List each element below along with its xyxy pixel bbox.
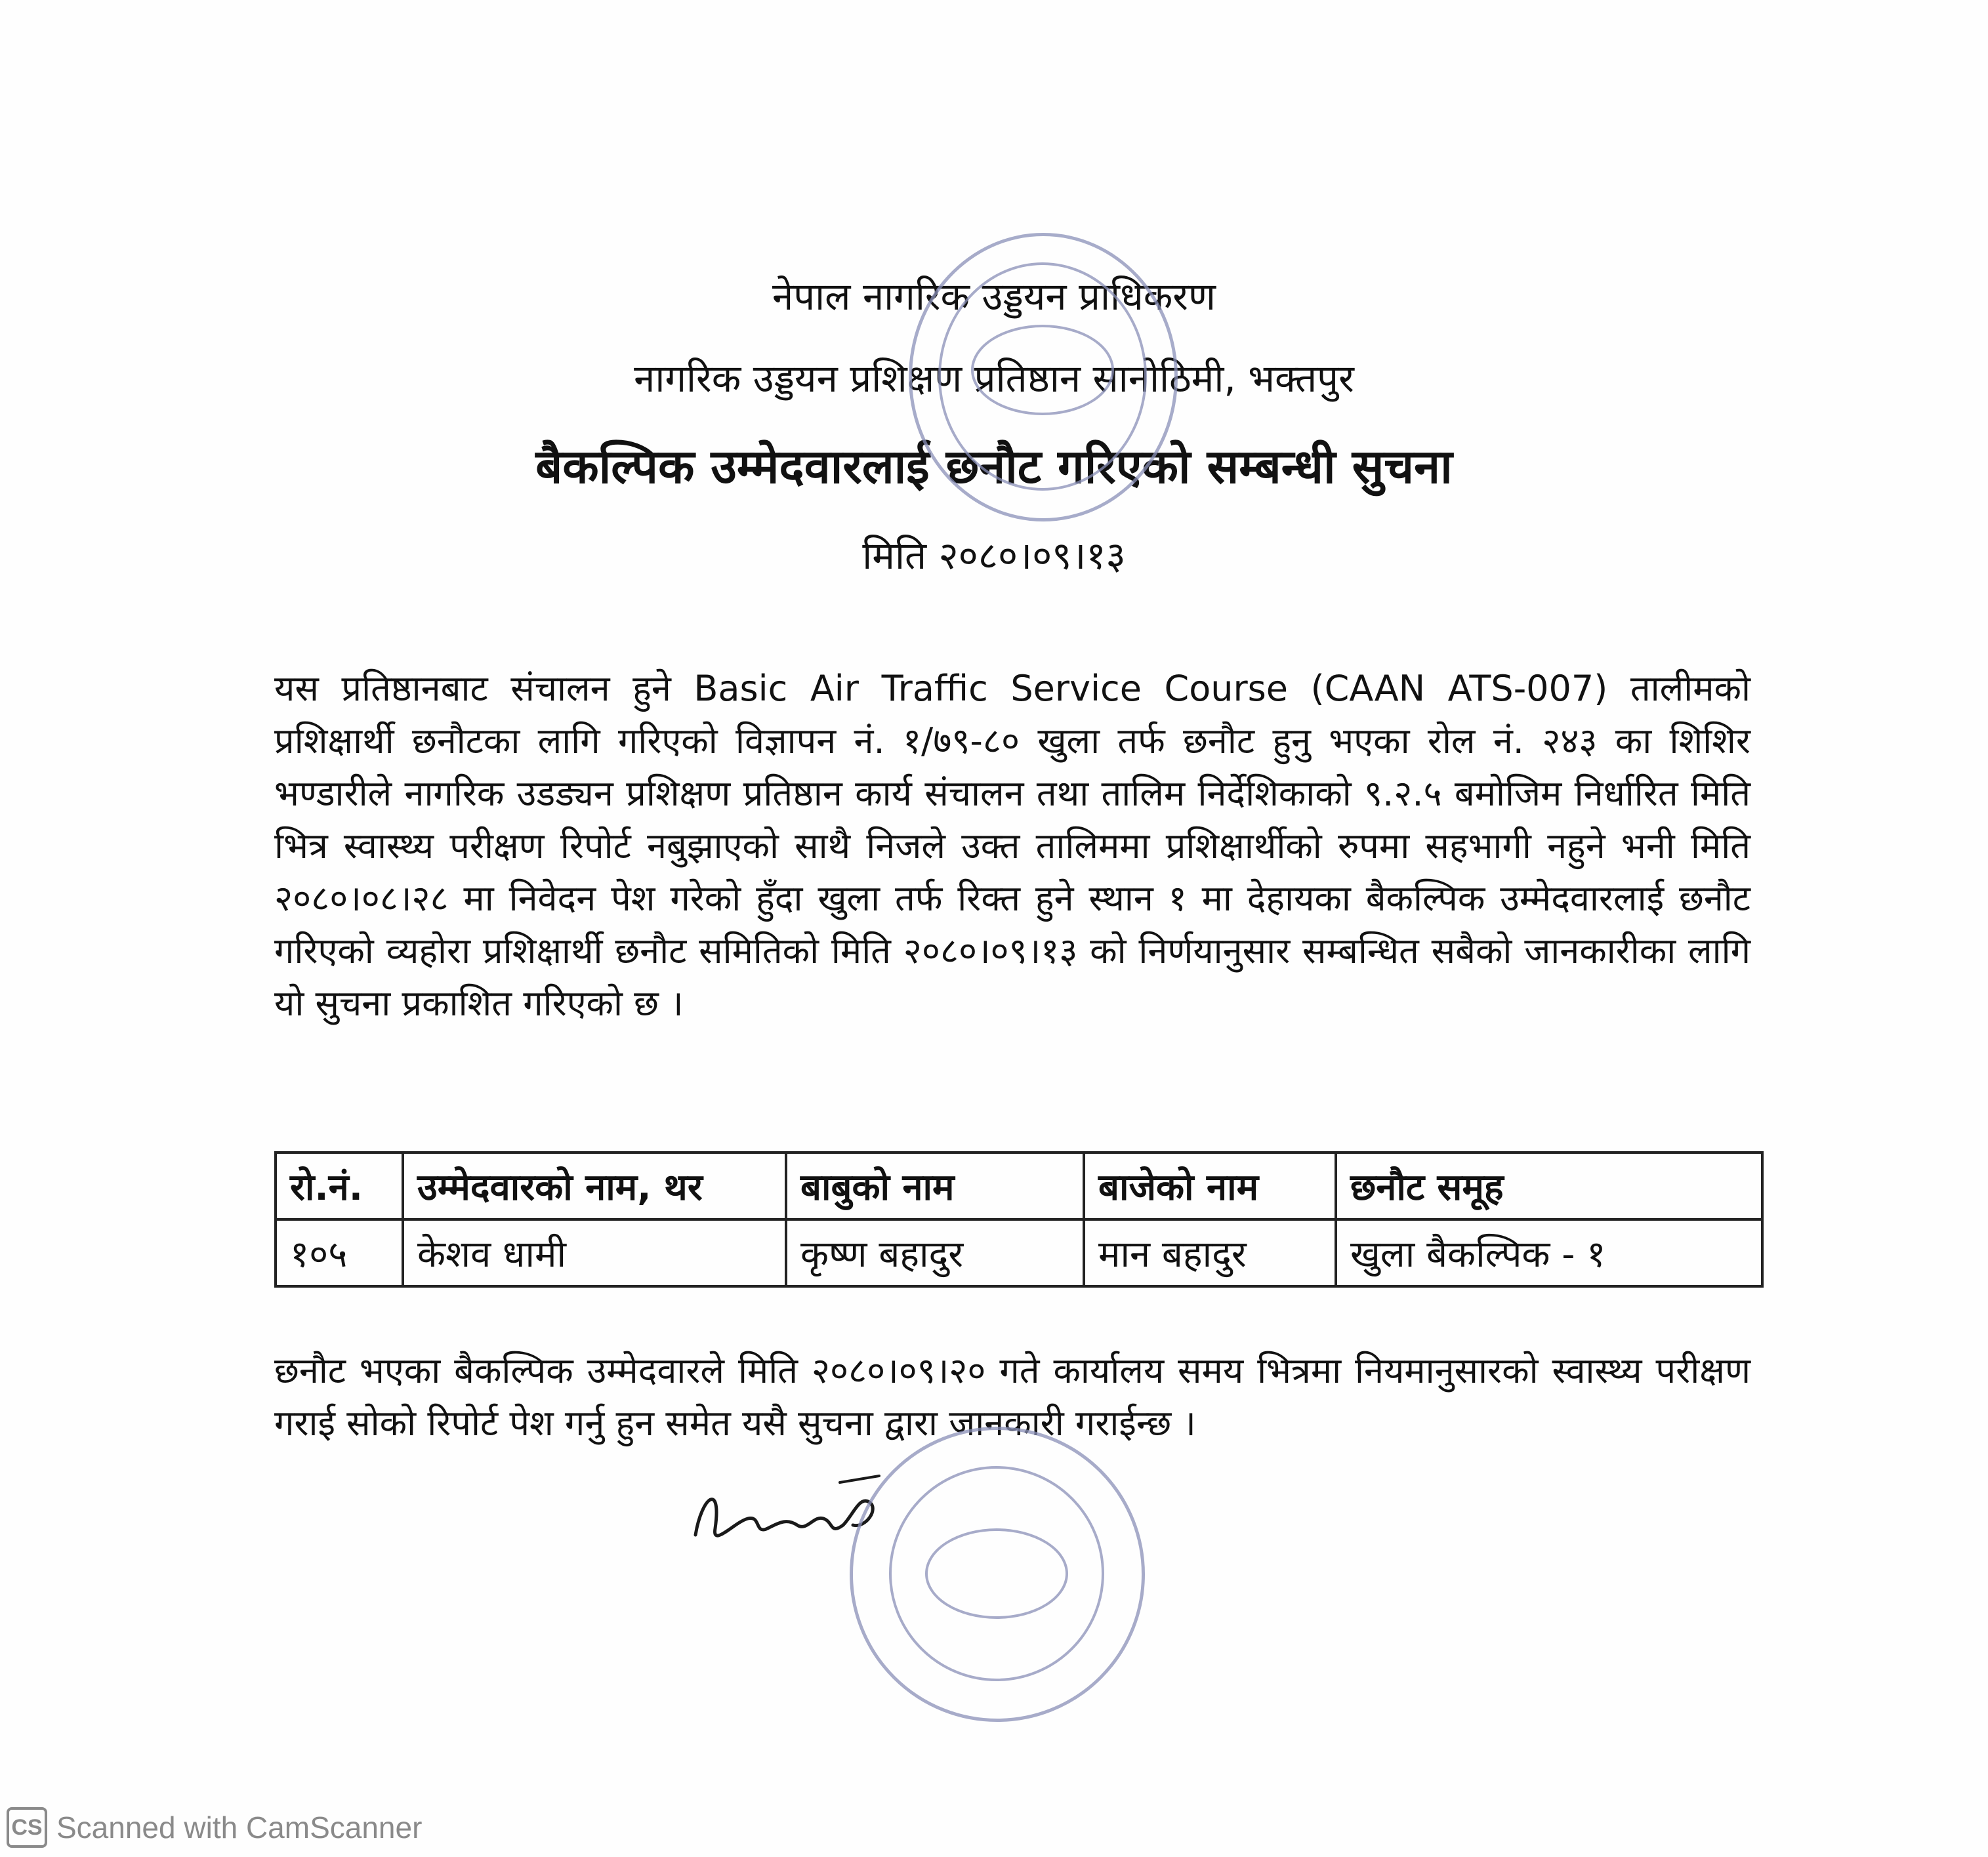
institute-seal-top <box>909 233 1178 521</box>
selected-candidates-table <box>274 1151 1764 1288</box>
header-grandfather-name: बाजेको नाम <box>1084 1153 1336 1219</box>
institute-seal-bottom <box>850 1427 1145 1722</box>
header-father-name: बाबुको नाम <box>786 1153 1084 1219</box>
org-name: नेपाल नागरिक उड्डयन प्राधिकरण <box>772 274 1216 319</box>
notice-paragraph-1: यस प्रतिष्ठानबाट संचालन हुने Basic Air Traffic Service Course (CAAN ATS-007) तालीमको प्रशिक्षार्थी छनौटका लागि गरिएको विज्ञापन नं. १/७९-८० खुला तर्फ छनौट हुनु भएका रोल नं. २४३ का शिशिर भण्डारीले नागरिक उडड्यन प्रशिक्षण प्रतिष्ठान कार्य संचालन तथा तालिम निर्देशिकाको ९.२.५ बमोजिम निर्धारित मिति भित्र स्वास्थ्य परीक्षण रिपोर्ट नबुझाएको साथै निजले उक्त तालिममा प्रशिक्षार्थीको रुपमा सहभागी नहुने भनी मिति २०८०।०८।२८ मा निवेदन पेश गरेको हुँदा खुला तर्फ रिक्त हुने स्थान १ मा देहायका बैकल्पिक उम्मेदवारलाई छनौट गरिएको व्यहोरा प्रशिक्षार्थी छनौट समितिको मिति २०८०।०९।१३ को निर्णयानुसार सम्बन्धित सबैको जानकारीका लागि यो सुचना प्रकाशित गरिएको छ । <box>274 668 1750 1024</box>
table-header-row <box>276 1153 1762 1219</box>
table-row <box>276 1219 1762 1286</box>
cell-candidate-name: केशव धामी <box>403 1219 786 1286</box>
header-roll-number: रो.नं. <box>276 1153 403 1219</box>
institute-name: नागरिक उड्डयन प्रशिक्षण प्रतिष्ठान सानोठिमी, भक्तपुर <box>634 356 1354 401</box>
cell-roll-number: १०५ <box>276 1219 403 1286</box>
seal-emblem-icon <box>925 1528 1068 1619</box>
cell-selection-group: खुला बैकल्पिक - १ <box>1336 1219 1762 1286</box>
seal-emblem-icon <box>971 325 1114 415</box>
cell-father-name: कृष्ण बहादुर <box>786 1219 1084 1286</box>
notice-title: बैकल्पिक उम्मेदवारलाई छनौट गरिएको सम्बन्धी सुचना <box>535 439 1453 494</box>
notice-paragraph-2: छनौट भएका बैकल्पिक उम्मेदवारले मिति २०८०।०९।२० गते कार्यालय समय भित्रमा नियमानुसारको स्वास्थ्य परीक्षण गराई सोको रिपोर्ट पेश गर्नु हुन समेत यसै सुचना द्वारा जानकारी गराईन्छ । <box>274 1350 1750 1444</box>
cell-grandfather-name: मान बहादुर <box>1084 1219 1336 1286</box>
header-selection-group: छनौट समूह <box>1336 1153 1762 1219</box>
header-candidate-name: उम्मेदवारको नाम, थर <box>403 1153 786 1219</box>
camscanner-logo-icon: CS <box>7 1807 47 1848</box>
scanner-watermark-text: Scanned with CamScanner <box>56 1810 423 1845</box>
notice-date: मिति २०८०।०९।१३ <box>862 533 1126 578</box>
scanner-watermark <box>7 1807 422 1848</box>
